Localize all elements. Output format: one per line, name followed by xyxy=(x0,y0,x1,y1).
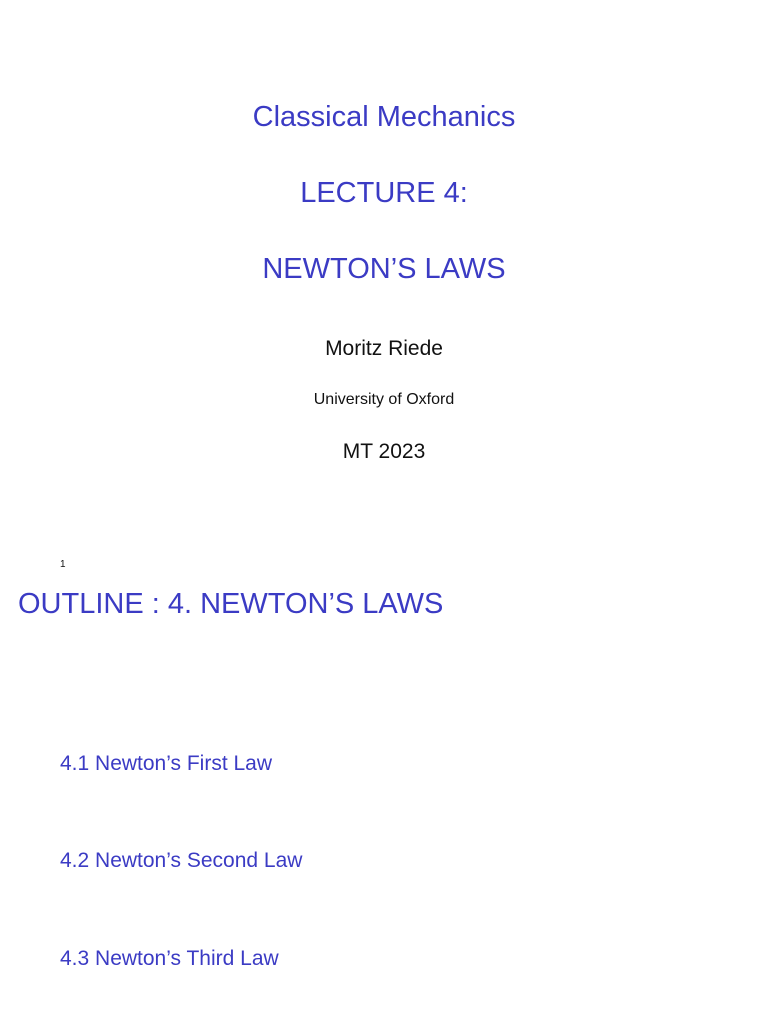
outline-item-third-law[interactable]: 4.3 Newton’s Third Law xyxy=(60,947,279,970)
page-number: 1 xyxy=(60,559,66,570)
term-label: MT 2023 xyxy=(342,440,426,463)
lecture-topic: NEWTON’S LAWS xyxy=(262,253,506,285)
outline-heading: OUTLINE : 4. NEWTON’S LAWS xyxy=(18,588,444,620)
lecture-number: LECTURE 4: xyxy=(300,177,468,209)
outline-item-first-law[interactable]: 4.1 Newton’s First Law xyxy=(60,752,273,775)
author-name: Moritz Riede xyxy=(325,337,443,360)
author-affiliation: University of Oxford xyxy=(313,391,455,408)
course-title: Classical Mechanics xyxy=(252,101,516,133)
outline-item-second-law[interactable]: 4.2 Newton’s Second Law xyxy=(60,849,303,872)
